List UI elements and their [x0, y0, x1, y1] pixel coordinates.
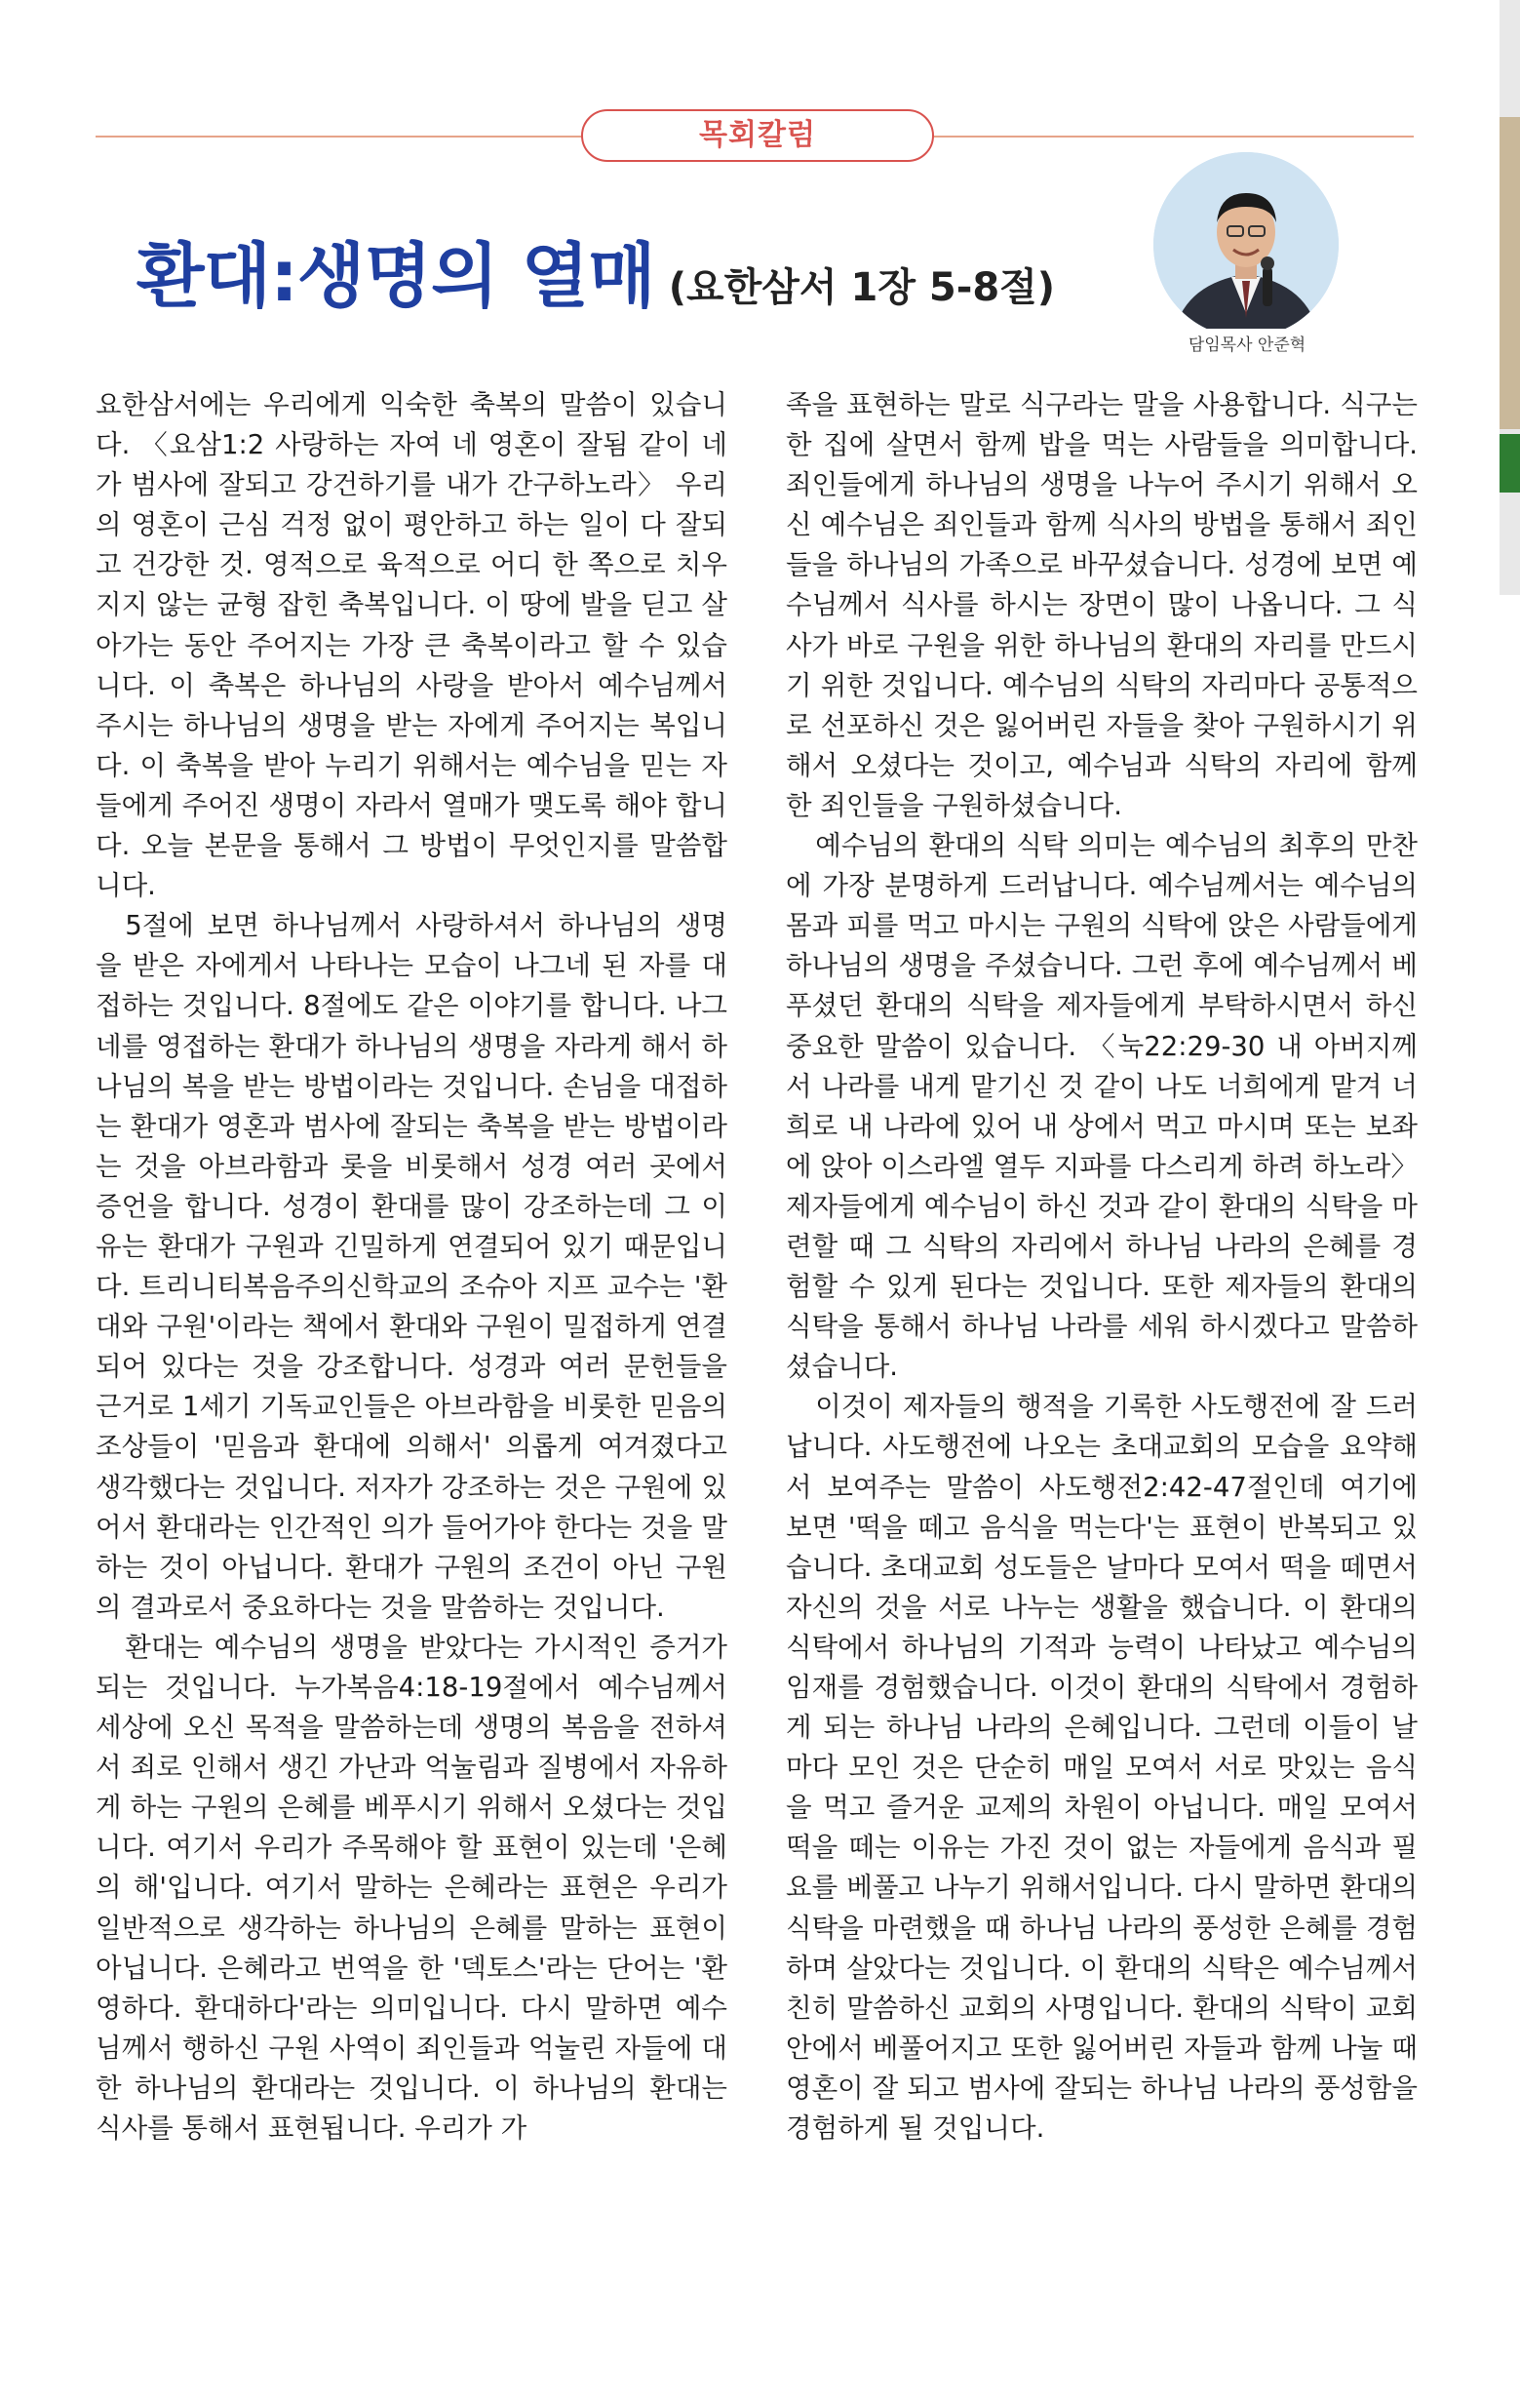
- adjacent-page-accent: [1500, 434, 1520, 493]
- paragraph: 환대는 예수님의 생명을 받았다는 가시적인 증거가 되는 것입니다. 누가복음4:18-19절에서 예수님께서 세상에 오신 목적을 말씀하는데 생명의 복음을 전하셔서 죄로 인해서 생긴 가난과 억눌림과 질병에서 자유하게 하는 구원의 은혜를 베푸시기 위해서 오셨다는 것입니다. 여기서 우리가 주목해야 할 표현이 있는데 '은혜의 해'입니다. 여기서 말하는 은혜라는 표현은 우리가 일반적으로 생각하는 하나님의 은혜를 말하는 표현이 아닙니다. 은혜라고 번역을 한 '덱토스'라는 단어는 '환영하다. 환대하다'라는 의미입니다. 다시 말하면 예수님께서 행하신 구원 사역이 죄인들과 억눌린 자들에 대한 하나님의 환대라는 것입니다. 이 하나님의 환대는 식사를 통해서 표현됩니다. 우리가 가: [96, 1631, 727, 2145]
- title-main: 환대:생명의 열매: [136, 235, 655, 317]
- paragraph: 요한삼서에는 우리에게 익숙한 축복의 말씀이 있습니다. 〈요삼1:2 사랑하는 자여 네 영혼이 잘됨 같이 네가 범사에 잘되고 강건하기를 내가 간구하노라〉 우리의 영혼이 근심 걱정 없이 평안하고 하는 일이 다 잘되고 건강한 것. 영적으로 육적으로 어디 한 쪽으로 치우지지 않는 균형 잡힌 축복입니다. 이 땅에 발을 딛고 살아가는 동안 주어지는 가장 큰 축복이라고 할 수 있습니다. 이 축복은 하나님의 사랑을 받아서 예수님께서 주시는 하나님의 생명을 받는 자에게 주어지는 복입니다. 이 축복을 받아 누리기 위해서는 예수님을 믿는 자들에게 주어진 생명이 자라서 열매가 맺도록 해야 합니다. 오늘 본문을 통해서 그 방법이 무엇인지를 말씀합니다.: [96, 389, 727, 902]
- title-reference: (요한삼서 1장 5-8절): [668, 265, 1056, 310]
- header-rule-right: [932, 136, 1414, 138]
- pastor-name-label: 담임목사 안준혁: [1158, 329, 1336, 362]
- paragraph: 예수님의 환대의 식탁 의미는 예수님의 최후의 만찬에 가장 분명하게 드러납니다. 예수님께서는 예수님의 몸과 피를 먹고 마시는 구원의 식탁에 앉은 사람들에게 하나님의 생명을 주셨습니다. 그런 후에 예수님께서 베푸셨던 환대의 식탁을 제자들에게 부탁하시면서 하신 중요한 말씀이 있습니다. 〈눅22:29-30 내 아버지께서 나라를 내게 맡기신 것 같이 나도 너희에게 맡겨 너희로 내 나라에 있어 내 상에서 먹고 마시며 또는 보좌에 앉아 이스라엘 열두 지파를 다스리게 하려 하노라〉 제자들에게 예수님이 하신 것과 같이 환대의 식탁을 마련할 때 그 식탁의 자리에서 하나님 나라의 은혜를 경험할 수 있게 된다는 것입니다. 또한 제자들의 환대의 식탁을 통해서 하나님 나라를 세워 하시겠다고 말씀하셨습니다.: [786, 830, 1418, 1383]
- paragraph: 이것이 제자들의 행적을 기록한 사도행전에 잘 드러납니다. 사도행전에 나오는 초대교회의 모습을 요약해서 보여주는 말씀이 사도행전2:42-47절인데 여기에 보면 '떡을 떼고 음식을 먹는다'는 표현이 반복되고 있습니다. 초대교회 성도들은 날마다 모여서 떡을 떼면서 자신의 것을 서로 나누는 생활을 했습니다. 이 환대의 식탁에서 하나님의 기적과 능력이 나타났고 예수님의 임재를 경험했습니다. 이것이 환대의 식탁에서 경험하게 되는 하나님 나라의 은혜입니다. 그런데 이들이 날마다 모인 것은 단순히 매일 모여서 서로 맛있는 음식을 먹고 즐거운 교제의 차원이 아닙니다. 매일 모여서 떡을 떼는 이유는 가진 것이 없는 자들에게 음식과 필요를 베풀고 나누기 위해서입니다. 다시 말하면 환대의 식탁을 마련했을 때 하나님 나라의 풍성한 은혜를 경험하며 살았다는 것입니다. 이 환대의 식탁은 예수님께서 친히 말씀하신 교회의 사명입니다. 환대의 식탁이 교회 안에서 베풀어지고 또한 잃어버린 자들과 함께 나눌 때 영혼이 잘 되고 범사에 잘되는 하나님 나라의 풍성함을 경험하게 될 것입니다.: [786, 1391, 1418, 2145]
- paragraph: 5절에 보면 하나님께서 사랑하셔서 하나님의 생명을 받은 자에게서 나타나는 모습이 나그네 된 자를 대접하는 것입니다. 8절에도 같은 이야기를 합니다. 나그네를 영접하는 환대가 하나님의 생명을 자라게 해서 하나님의 복을 받는 방법이라는 것입니다. 손님을 대접하는 환대가 영혼과 범사에 잘되는 축복을 받는 방법이라는 것을 아브라함과 롯을 비롯해서 성경 여러 곳에서 증언을 합니다. 성경이 환대를 많이 강조하는데 그 이유는 환대가 구원과 긴밀하게 연결되어 있기 때문입니다. 트리니티복음주의신학교의 조슈아 지프 교수는 '환대와 구원'이라는 책에서 환대와 구원이 밀접하게 연결되어 있다는 것을 강조합니다. 성경과 여러 문헌들을 근거로 1세기 기독교인들은 아브라함을 비롯한 믿음의 조상들이 '믿음과 환대에 의해서' 의롭게 여겨졌다고 생각했다는 것입니다. 저자가 강조하는 것은 구원에 있어서 환대라는 인간적인 의가 들어가야 한다는 것을 말하는 것이 아닙니다. 환대가 구원의 조건이 아닌 구원의 결과로서 중요하다는 것을 말씀하는 것입니다.: [96, 910, 727, 1623]
- adjacent-page-edge: [1500, 0, 1520, 595]
- body-column-right: [786, 385, 1418, 2149]
- adjacent-page-photo: [1500, 117, 1520, 429]
- pastor-photo: [1153, 152, 1339, 337]
- paragraph: 족을 표현하는 말로 식구라는 말을 사용합니다. 식구는 한 집에 살면서 함께 밥을 먹는 사람들을 의미합니다. 죄인들에게 하나님의 생명을 나누어 주시기 위해서 오신 예수님은 죄인들과 함께 식사의 방법을 통해서 죄인들을 하나님의 가족으로 바꾸셨습니다. 성경에 보면 예수님께서 식사를 하시는 장면이 많이 나옵니다. 그 식사가 바로 구원을 위한 하나님의 환대의 자리를 만드시기 위한 것입니다. 예수님의 식탁의 자리마다 공통적으로 선포하신 것은 잃어버린 자들을 찾아 구원하시기 위해서 오셨다는 것이고, 예수님과 식탁의 자리에 함께 한 죄인들을 구원하셨습니다.: [786, 389, 1418, 821]
- article-title: [136, 219, 1055, 321]
- header-rule-left: [96, 136, 583, 138]
- column-category-badge: 목회칼럼: [581, 109, 934, 162]
- pastor-illustration: [1153, 152, 1339, 337]
- body-column-left: [96, 385, 727, 2149]
